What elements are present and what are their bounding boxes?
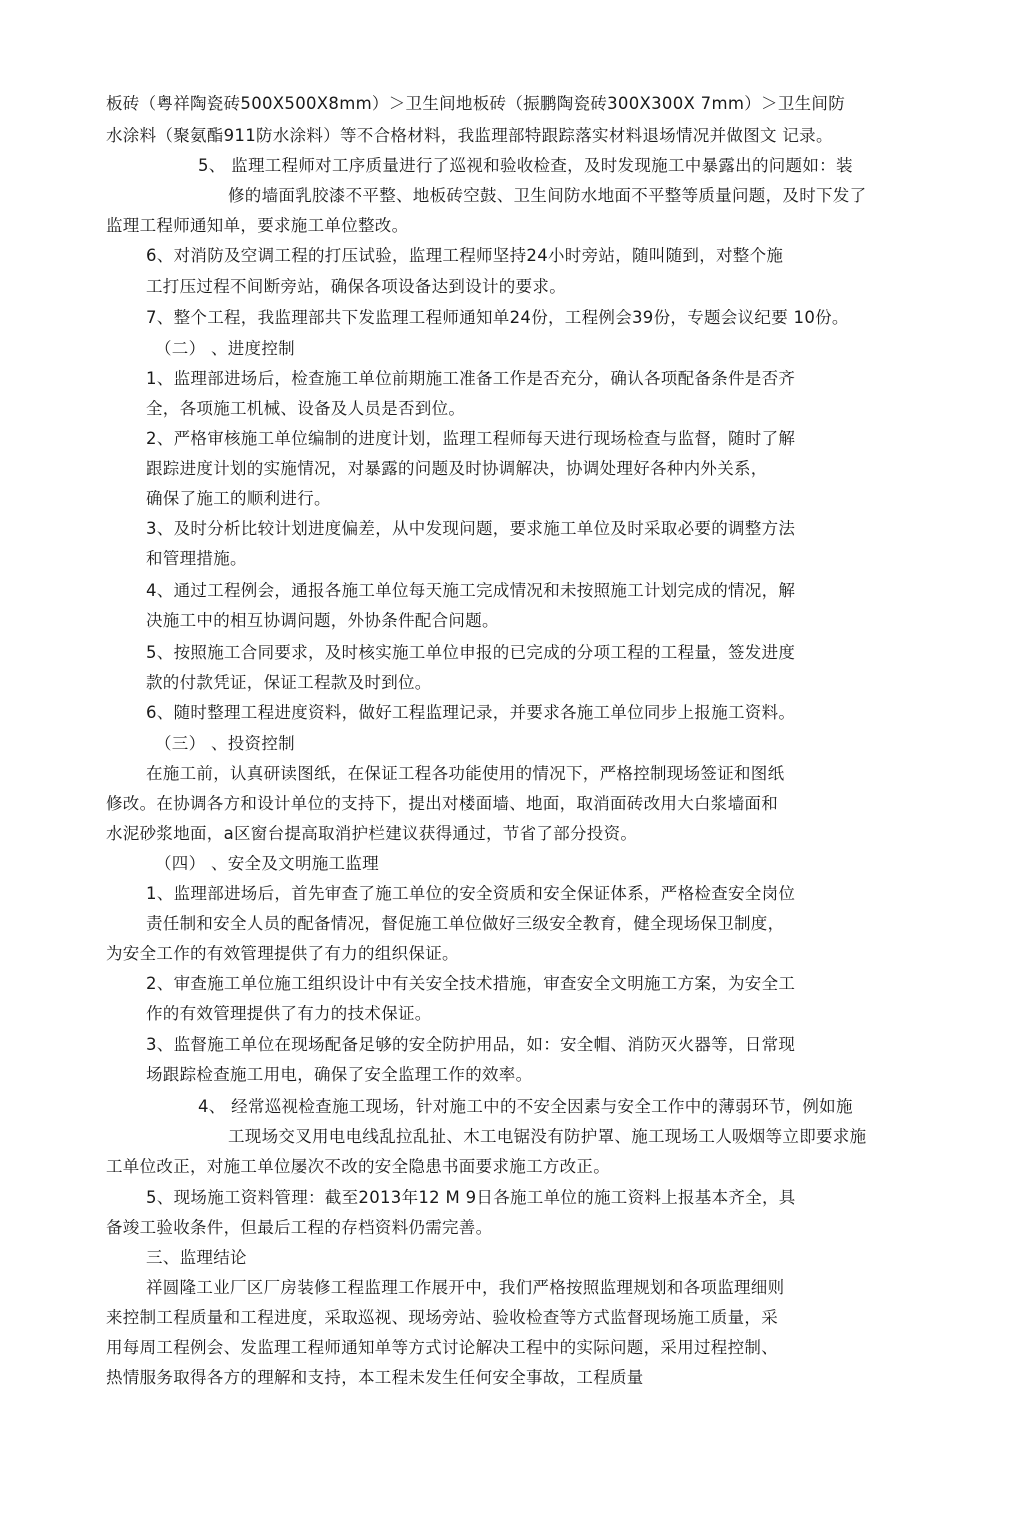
text-line: 2、严格审核施工单位编制的进度计划，监理工程师每天进行现场检查与监督，随时了解 xyxy=(146,429,796,448)
text-line: 1、监理部进场后，检查施工单位前期施工准备工作是否充分，确认各项配备条件是否齐 xyxy=(146,369,796,388)
text-line: 5、按照施工合同要求，及时核实施工单位申报的已完成的分项工程的工程量，签发进度 xyxy=(146,643,796,662)
text-line: 6、对消防及空调工程的打压试验，监理工程师坚持24小时旁站，随叫随到，对整个施 xyxy=(146,246,784,265)
text-line: 1、监理部进场后，首先审查了施工单位的安全资质和安全保证体系，严格检查安全岗位 xyxy=(146,884,796,903)
section-heading: （三） 、投资控制 xyxy=(155,734,295,753)
text-line: 作的有效管理提供了有力的技术保证。 xyxy=(146,1004,432,1023)
section-heading: （四） 、安全及文明施工监理 xyxy=(155,854,379,873)
text-line: 场跟踪检查施工用电，确保了安全监理工作的效率。 xyxy=(146,1065,533,1084)
text-line: 款的付款凭证，保证工程款及时到位。 xyxy=(146,673,432,692)
text-line: 5、现场施工资料管理：截至2013年12 M 9日各施工单位的施工资料上报基本齐全，具 xyxy=(146,1188,796,1207)
text-line: 用每周工程例会、发监理工程师通知单等方式讨论解决工程中的实际问题，采用过程控制、 xyxy=(106,1338,778,1357)
text-line: 2、审查施工单位施工组织设计中有关安全技术措施，审查安全文明施工方案，为安全工 xyxy=(146,974,796,993)
text-line: 3、监督施工单位在现场配备足够的安全防护用品，如：安全帽、消防灭火器等，日常现 xyxy=(146,1035,796,1054)
text-line: 来控制工程质量和工程进度，采取巡视、现场旁站、验收检查等方式监督现场施工质量，采 xyxy=(106,1308,778,1327)
text-line: 备竣工验收条件，但最后工程的存档资料仍需完善。 xyxy=(106,1218,493,1237)
text-line: 5、 监理工程师对工序质量进行了巡视和验收检查，及时发现施工中暴露出的问题如：装 xyxy=(198,156,853,175)
text-line: 热情服务取得各方的理解和支持，本工程未发生任何安全事故，工程质量 xyxy=(106,1368,644,1387)
text-line: 7、整个工程，我监理部共下发监理工程师通知单24份，工程例会39份，专题会议纪要 10份。 xyxy=(146,308,849,327)
text-line: 3、及时分析比较计划进度偏差，从中发现问题，要求施工单位及时采取必要的调整方法 xyxy=(146,519,796,538)
text-line: 全，各项施工机械、设备及人员是否到位。 xyxy=(146,399,466,418)
section-heading: （二） 、进度控制 xyxy=(155,339,295,358)
text-line: 工现场交叉用电电线乱拉乱扯、木工电锯没有防护罩、施工现场工人吸烟等立即要求施 xyxy=(228,1127,867,1146)
text-line: 责任制和安全人员的配备情况，督促施工单位做好三级安全教育，健全现场保卫制度， xyxy=(146,914,785,933)
text-line: 工打压过程不间断旁站，确保各项设备达到设计的要求。 xyxy=(146,277,566,296)
text-line: 水泥砂浆地面，a区窗台提高取消护栏建议获得通过，节省了部分投资。 xyxy=(106,824,638,843)
text-line: 水涂料（聚氨酯911防水涂料）等不合格材料，我监理部特跟踪落实材料退场情况并做图文 记录。 xyxy=(106,126,833,145)
text-line: 4、 经常巡视检查施工现场，针对施工中的不安全因素与安全工作中的薄弱环节，例如施 xyxy=(198,1097,853,1116)
text-line: 和管理措施。 xyxy=(146,549,247,568)
text-line: 4、通过工程例会，通报各施工单位每天施工完成情况和未按照施工计划完成的情况，解 xyxy=(146,581,796,600)
text-line: 修改。在协调各方和设计单位的支持下，提出对楼面墙、地面，取消面砖改用大白浆墙面和 xyxy=(106,794,778,813)
text-line: 在施工前，认真研读图纸，在保证工程各功能使用的情况下，严格控制现场签证和图纸 xyxy=(146,764,785,783)
text-line: 决施工中的相互协调问题，外协条件配合问题。 xyxy=(146,611,499,630)
text-line: 确保了施工的顺利进行。 xyxy=(146,489,331,508)
text-line: 6、随时整理工程进度资料，做好工程监理记录，并要求各施工单位同步上报施工资料。 xyxy=(146,703,796,722)
text-line: 板砖（粤祥陶瓷砖500X500X8mm）＞卫生间地板砖（振鹏陶瓷砖300X300X 7mm）＞卫生间防 xyxy=(106,94,846,113)
text-line: 为安全工作的有效管理提供了有力的组织保证。 xyxy=(106,944,459,963)
text-line: 祥圆隆工业厂区厂房装修工程监理工作展开中，我们严格按照监理规划和各项监理细则 xyxy=(146,1278,785,1297)
text-line: 监理工程师通知单，要求施工单位整改。 xyxy=(106,216,409,235)
section-heading: 三、监理结论 xyxy=(146,1248,247,1267)
text-line: 跟踪进度计划的实施情况，对暴露的问题及时协调解决，协调处理好各种内外关系， xyxy=(146,459,768,478)
text-line: 修的墙面乳胶漆不平整、地板砖空鼓、卫生间防水地面不平整等质量问题，及时下发了 xyxy=(228,186,867,205)
text-line: 工单位改正，对施工单位屡次不改的安全隐患书面要求施工方改正。 xyxy=(106,1157,610,1176)
